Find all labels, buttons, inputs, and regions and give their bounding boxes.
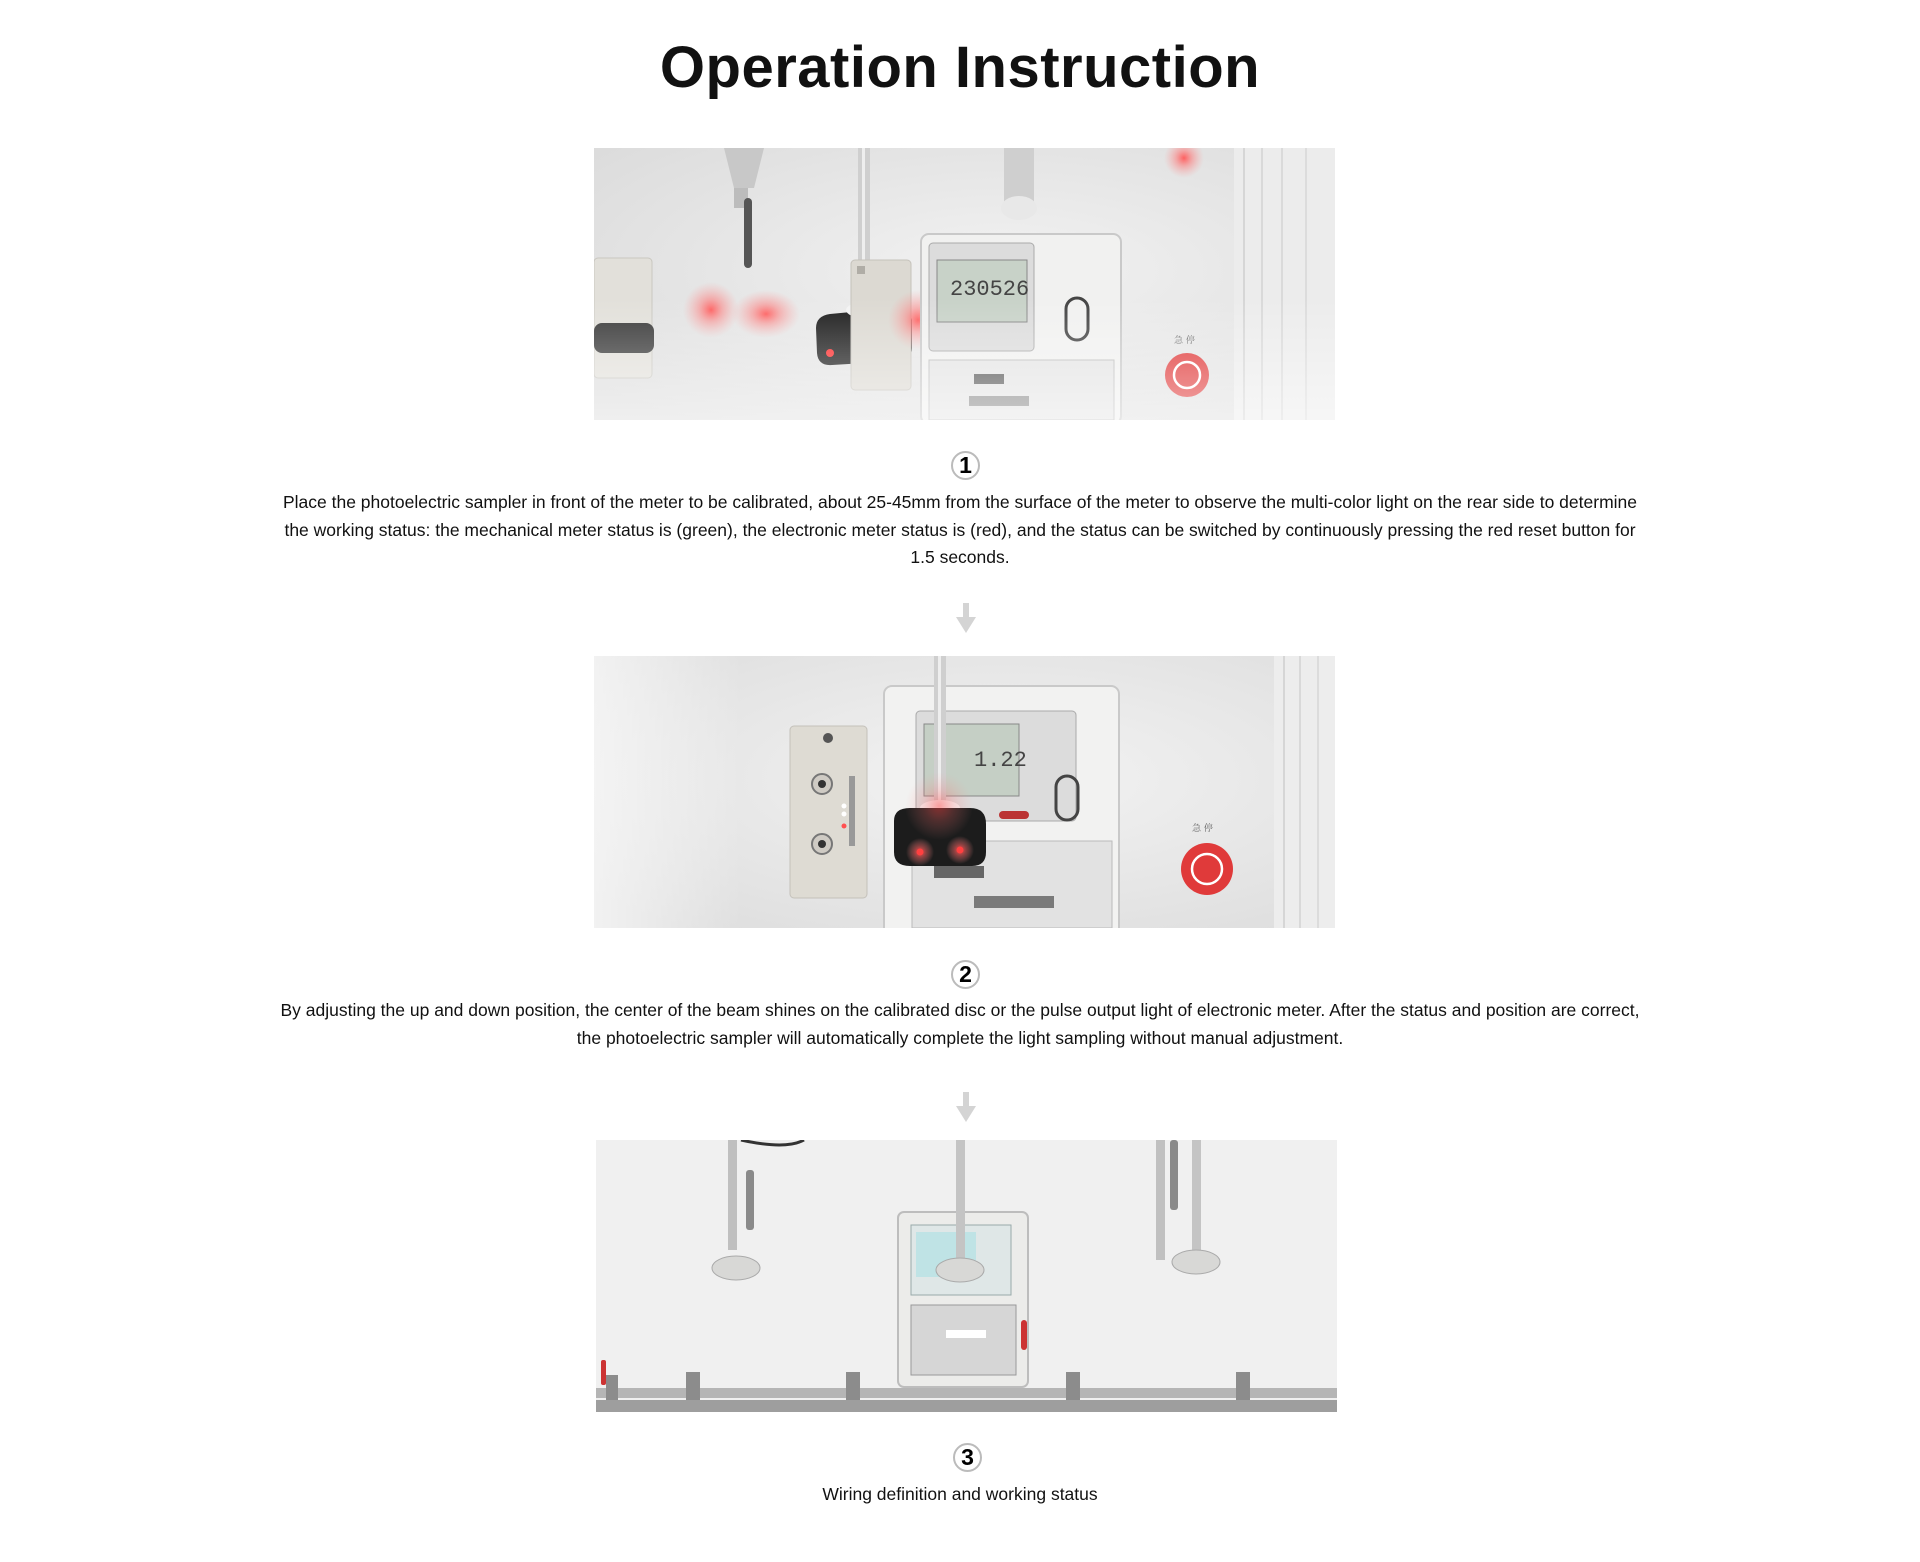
step-3-description: Wiring definition and working status	[822, 1484, 1098, 1504]
step-2-number-badge: 2	[951, 960, 980, 989]
step-1-photo	[594, 148, 1335, 420]
step-2-description: By adjusting the up and down position, the center of the beam shines on the calibrated disc or the pulse output light of electronic meter. After the status and position are correct, the photoelectric sampler will automatically complete the light sampling without manual adjustment.	[280, 1000, 1640, 1048]
step-1-number-badge: 1	[951, 451, 980, 480]
step-3-photo	[596, 1140, 1337, 1412]
step-2-photo	[594, 656, 1335, 928]
step-3-number-badge: 3	[953, 1443, 982, 1472]
page-title: Operation Instruction	[659, 35, 1261, 100]
down-arrow-icon	[954, 1092, 978, 1124]
step-1-description: Place the photoelectric sampler in front of the meter to be calibrated, about 25-45mm from the surface of the meter to observe the multi-color light on the rear side to determine the working status: the mechanical meter status is (green), the electronic meter status is (red), and the status can be switched by continuously pressing the red reset button for 1.5 seconds.	[282, 492, 1638, 567]
down-arrow-icon	[954, 603, 978, 635]
